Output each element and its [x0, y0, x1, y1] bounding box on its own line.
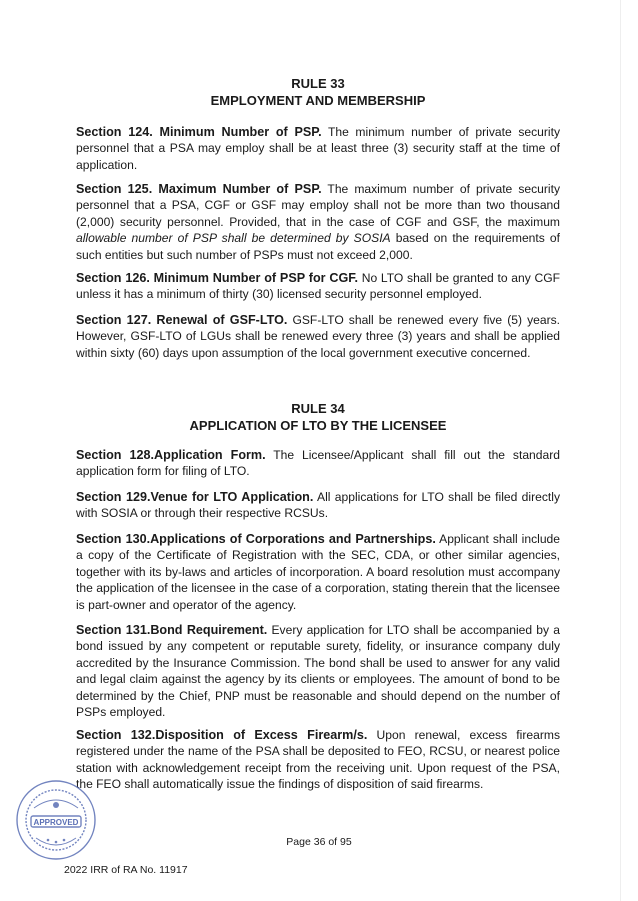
section-heading: Section 130.Applications of Corporations and Partnerships. — [76, 532, 436, 546]
section-130 — [76, 531, 560, 613]
section-italic-text: allowable number of PSP shall be determined by SOSIA — [76, 231, 391, 246]
section-text: GSF-LTO shall be renewed every five (5) years. However, GSF-LTO of LGUs shall be renewed every three (3) years and shall be applied within sixty (60) days upon assumption of the local government executive concerned. — [76, 313, 560, 360]
rule-title: EMPLOYMENT AND MEMBERSHIP — [210, 92, 426, 108]
section-heading: Section 132.Disposition of Excess Firearm/s. — [76, 728, 368, 742]
section-text: Upon renewal, excess firearms registered under the name of the PSA shall be deposited to FEO, RCSU, or nearest police station with acknowledgement receipt from the receiving unit. Upon request of the PSA, the FEO shall automatically issue the findings of disposition of said firearms. — [76, 728, 560, 792]
section-127 — [76, 312, 560, 361]
section-132 — [76, 727, 560, 793]
section-heading: Section 125. Maximum Number of PSP. — [76, 182, 322, 196]
section-131 — [76, 622, 560, 720]
rule-title: APPLICATION OF LTO BY THE LICENSEE — [189, 417, 447, 433]
rule-number: RULE 33 — [291, 76, 345, 91]
approval-stamp-icon — [14, 778, 98, 862]
document-reference: 2022 IRR of RA No. 11917 — [64, 864, 188, 876]
section-125 — [76, 181, 560, 263]
section-text-continued: based on the requirements of such entities but such number of PSPs must not exceed 2,000. — [76, 231, 560, 262]
section-text: All applications for LTO shall be filed directly with SOSIA or through their respective RCSUs. — [76, 490, 560, 521]
section-text: The Licensee/Applicant shall fill out the standard application form for filing of LTO. — [76, 448, 560, 479]
page-number: Page 36 of 95 — [286, 836, 352, 848]
section-text: No LTO shall be granted to any CGF unless it has a minimum of thirty (30) licensed security personnel employed. — [76, 271, 560, 302]
section-124 — [76, 124, 560, 173]
section-text: Applicant shall include a copy of the Certificate of Registration with the SEC, CDA, or other similar agencies, together with its by-laws and articles of incorporation. A board resolution must accompany the application of the licensee in the case of a corporation, stating therein that the licensee is part-owner and operator of the agency. — [76, 532, 560, 612]
section-heading: Section 129.Venue for LTO Application. — [76, 490, 314, 504]
section-text: The maximum number of private security personnel that a PSA, CGF or GSF may employ shall not be more than two thousand (2,000) security personnel. Provided, that in the case of CGF and GSF, the maximum — [76, 182, 560, 229]
section-heading: Section 128.Application Form. — [76, 448, 266, 462]
section-heading: Section 126. Minimum Number of PSP for CGF. — [76, 271, 359, 285]
section-heading: Section 131.Bond Requirement. — [76, 623, 268, 637]
rule-33-heading — [76, 76, 560, 109]
stamp-label: APPROVED — [33, 818, 79, 827]
page-edge — [620, 0, 621, 901]
section-heading: Section 124. Minimum Number of PSP. — [76, 125, 322, 139]
section-126 — [76, 270, 560, 303]
rule-34-heading — [76, 401, 560, 434]
section-heading: Section 127. Renewal of GSF-LTO. — [76, 313, 288, 327]
rule-number: RULE 34 — [291, 401, 345, 416]
section-text: The minimum number of private security personnel that a PSA may employ shall be at least three (3) security staff at the time of application. — [76, 125, 560, 172]
section-129 — [76, 489, 560, 522]
section-text: Every application for LTO shall be accompanied by a bond issued by any competent or reputable surety, fidelity, or insurance company duly accredited by the Insurance Commission. The bond shall be used to answer for any valid and legal claim against the agency by its clients or employees. The amount of bond to be determined by the Chief, PNP must be reasonable and should depend on the number of PSPs employed. — [76, 623, 560, 720]
section-128 — [76, 447, 560, 480]
